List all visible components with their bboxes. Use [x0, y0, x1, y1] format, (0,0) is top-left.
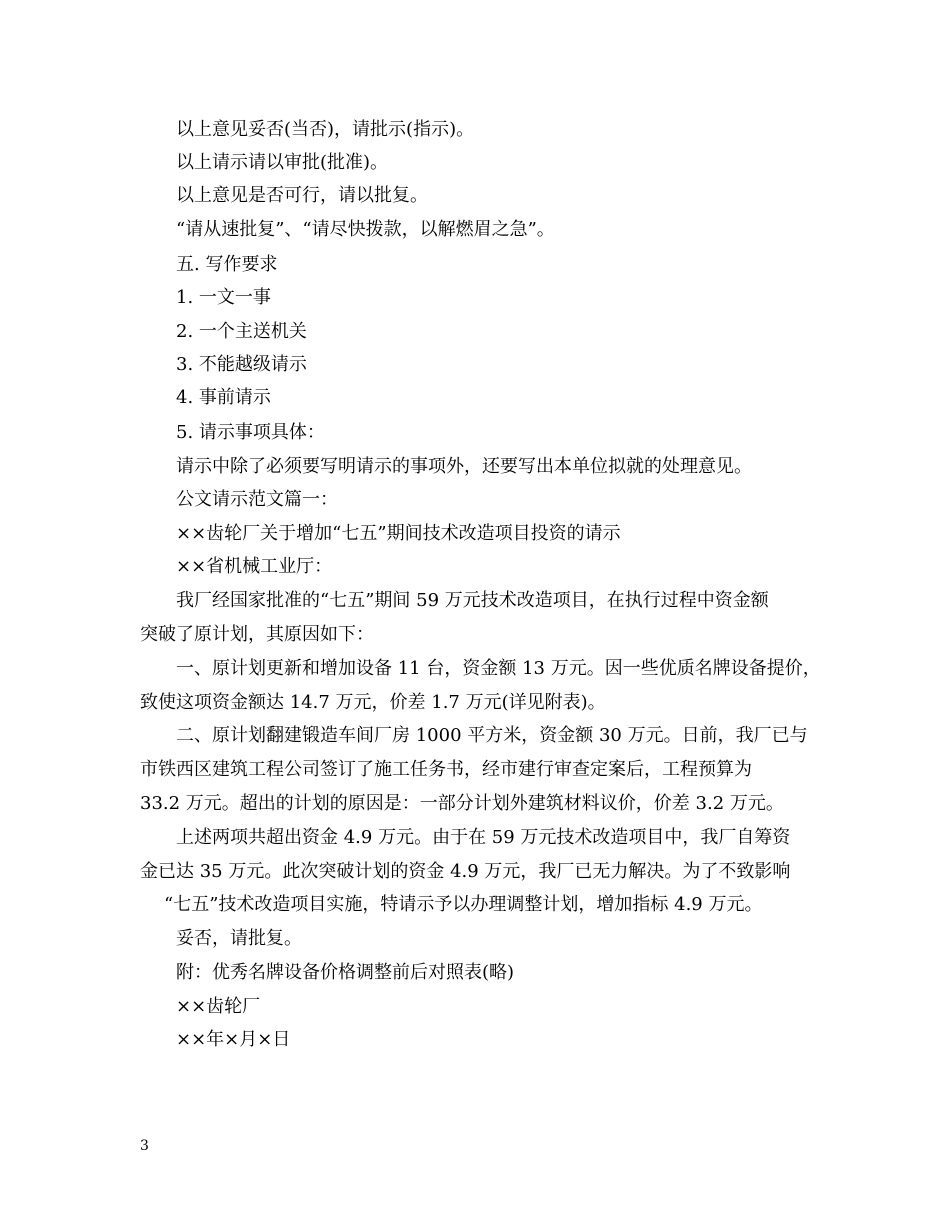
list-item: 1. 一文一事	[176, 287, 271, 308]
body-paragraph-line: 33.2 万元。超出的计划的原因是：一部分计划外建筑材料议价，价差 3.2 万元。	[140, 793, 784, 814]
body-paragraph-line: 突破了原计划，其原因如下：	[140, 624, 374, 645]
signature-organization: ××齿轮厂	[176, 996, 261, 1017]
recipient: ××省机械工业厅：	[176, 556, 333, 577]
body-paragraph-line: 一、原计划更新和增加设备 11 台，资金额 13 万元。因一些优质名牌设备提价，	[176, 658, 821, 679]
list-item: 2. 一个主送机关	[176, 321, 307, 342]
closing-line: 妥否，请批复。	[176, 928, 302, 949]
text-line: 以上意见妥否(当否)，请批示(指示)。	[176, 119, 475, 140]
text-line: 以上意见是否可行，请以批复。	[176, 185, 428, 206]
sample-heading: 公文请示范文篇一：	[176, 489, 338, 510]
body-paragraph-line: 上述两项共超出资金 4.9 万元。由于在 59 万元技术改造项目中，我厂自筹资	[176, 827, 791, 848]
text-line: “请从速批复”、“请尽快拨款，以解燃眉之急”。	[176, 219, 555, 240]
body-paragraph-line: 金已达 35 万元。此次突破计划的资金 4.9 万元，我厂已无力解决。为了不致影响	[140, 861, 791, 882]
list-item: 4. 事前请示	[176, 387, 271, 408]
text-line: 请示中除了必须要写明请示的事项外，还要写出本单位拟就的处理意见。	[176, 456, 752, 477]
signature-date: ××年×月×日	[176, 1029, 291, 1050]
body-paragraph-line: 我厂经国家批准的“七五”期间 59 万元技术改造项目，在执行过程中资金额	[176, 590, 769, 611]
body-paragraph-line: 致使这项资金额达 14.7 万元，价差 1.7 万元(详见附表)。	[140, 692, 606, 713]
section-heading: 五. 写作要求	[176, 254, 278, 275]
list-item: 5. 请示事项具体：	[176, 422, 325, 443]
body-paragraph-line: 二、原计划翻建锻造车间厂房 1000 平方米，资金额 30 万元。日前，我厂已与	[176, 725, 808, 746]
text-line: 以上请示请以审批(批准)。	[176, 152, 389, 173]
body-paragraph-line: “七五”技术改造项目实施，特请示予以办理调整计划，增加指标 4.9 万元。	[164, 894, 763, 915]
attachment-note: 附：优秀名牌设备价格调整前后对照表(略)	[176, 962, 515, 983]
request-title: ××齿轮厂关于增加“七五”期间技术改造项目投资的请示	[176, 523, 621, 544]
list-item: 3. 不能越级请示	[176, 354, 307, 375]
body-paragraph-line: 市铁西区建筑工程公司签订了施工任务书，经市建行审查定案后，工程预算为	[140, 759, 752, 780]
page-number: 3	[140, 1138, 149, 1154]
